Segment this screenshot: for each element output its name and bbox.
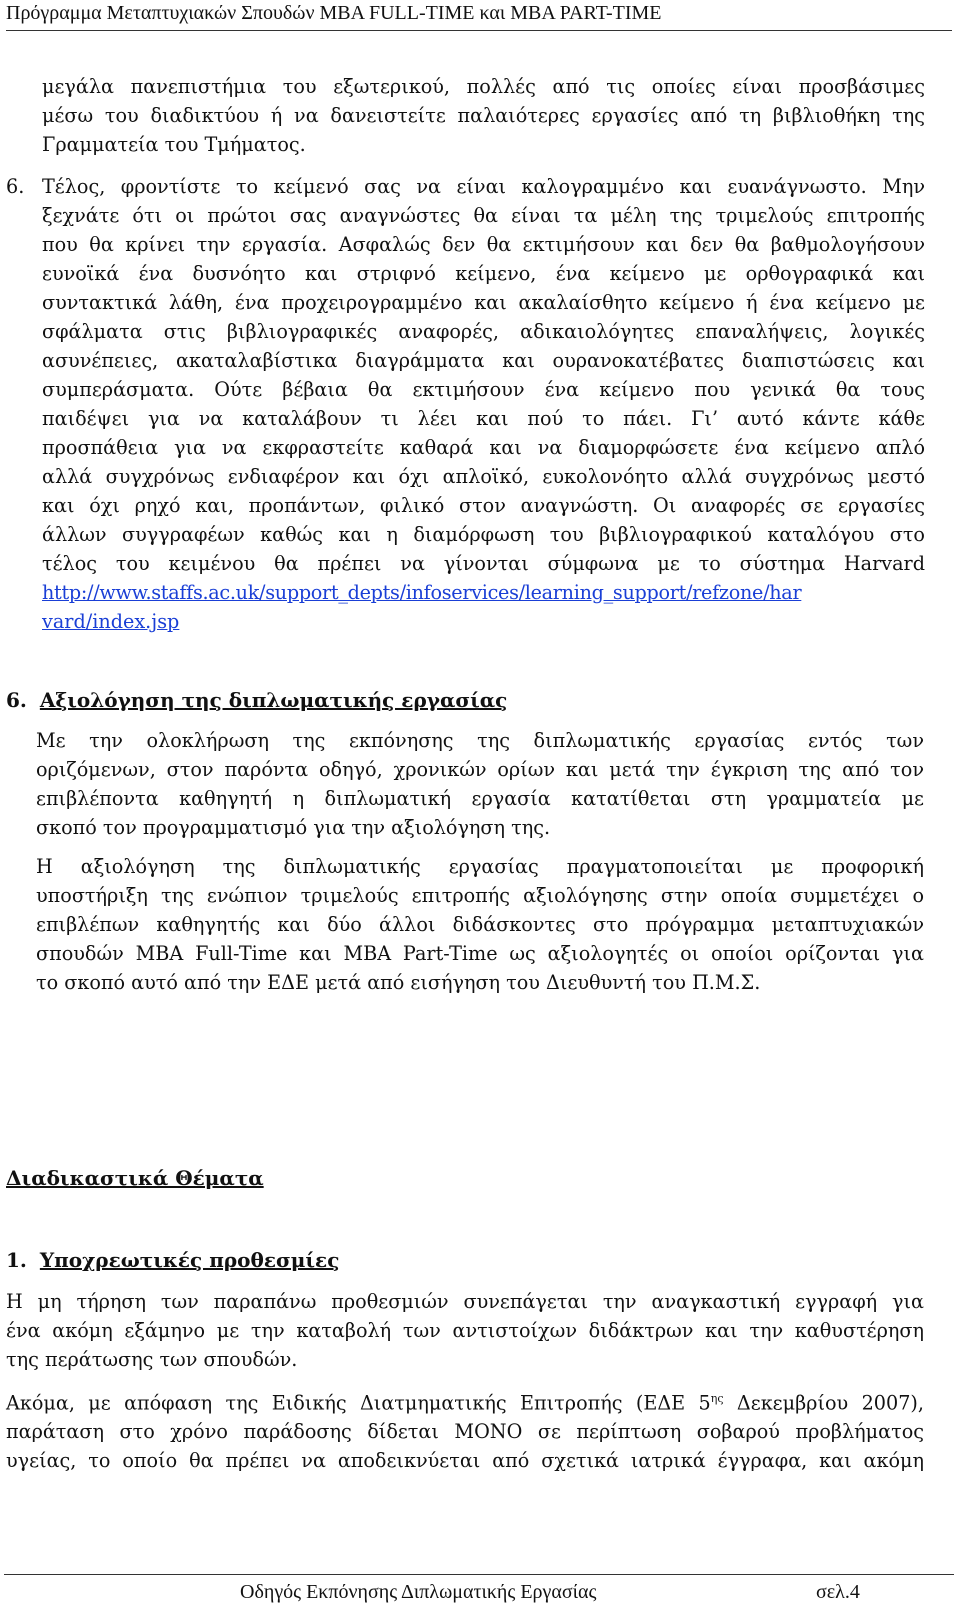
text-fragment: Δεκεμβρίου 2007), <box>723 1391 924 1415</box>
text-line <box>6 1384 924 1417</box>
text-line: μεγάλα πανεπιστήμια του εξωτερικού, πολλές από τις οποίες είναι προσβάσιμες <box>42 75 925 98</box>
header-title: Πρόγραμμα Μεταπτυχιακών Σπουδών MBA FULL-TIME και MBA PART-TIME <box>6 2 662 24</box>
procedural-item-1-title: Υποχρεωτικές προθεσμίες <box>39 1248 340 1272</box>
text-line: επιβλέποντα καθηγητή η διπλωματική εργασία κατατίθεται στη γραμματεία με <box>36 787 924 810</box>
text-line: μέσω του διαδικτύου ή να δανειστείτε παλαιότερες εργασίες από τη βιβλιοθήκη της <box>42 104 925 127</box>
text-line: συντακτικά λάθη, ένα προχειρογραμμένο και ακαλαίσθητο κείμενο ή ένα κείμενο με <box>42 291 925 314</box>
footer-title: Οδηγός Εκπόνησης Διπλωματικής Εργασίας <box>240 1581 597 1603</box>
text-line: παράταση στο χρόνο παράδοσης δίδεται ΜΟΝΟ σε περίπτωση σοβαρού προβλήματος <box>6 1420 924 1444</box>
section-6-heading <box>6 686 507 714</box>
harvard-reference-link[interactable]: http://www.staffs.ac.uk/support_depts/infoservices/learning_support/refzone/har <box>42 581 802 604</box>
text-line: υποστήριξη της ενώπιον τριμελούς επιτροπής αξιολόγησης στην οποία συμμετέχει ο <box>36 884 924 907</box>
text-line: Η μη τήρηση των παραπάνω προθεσμιών συνεπάγεται την αναγκαστική εγγραφή για <box>6 1290 924 1313</box>
procedural-item-1-number: 1. <box>6 1248 27 1272</box>
text-line: της περάτωσης των σπουδών. <box>6 1348 298 1371</box>
intro-paragraph <box>42 72 925 159</box>
procedural-item-1-heading <box>6 1246 339 1274</box>
text-line: επιβλέπων καθηγητής και δύο άλλοι διδάσκοντες στο πρόγραμμα μεταπτυχιακών <box>36 913 924 936</box>
item-6-number: 6. <box>6 175 25 198</box>
text-line: Η αξιολόγηση της διπλωματικής εργασίας πραγματοποιείται με προφορική <box>36 855 924 878</box>
text-line: οριζόμενων, στον παρόντα οδηγό, χρονικών ορίων και μετά την έγκριση της από τον <box>36 758 924 781</box>
procedural-title: Διαδικαστικά Θέματα <box>6 1166 264 1190</box>
text-line: ξεχνάτε ότι οι πρώτοι σας αναγνώστες θα είναι τα μέλη της τριμελούς επιτροπής <box>42 204 925 227</box>
text-line: αλλά συγχρόνως ενδιαφέρον και όχι απλοϊκό, ευκολονόητο αλλά συγχρόνως μεστό <box>42 465 925 488</box>
text-line: υγείας, το οποίο θα πρέπει να αποδεικνύεται από σχετικά ιατρικά έγγραφα, και ακόμη <box>6 1449 924 1473</box>
text-line: σκοπό τον προγραμματισμό για την αξιολόγηση της. <box>36 816 551 839</box>
text-line: σπουδών MBA Full-Time και MBA Part-Time ως αξιολογητές οι οποίοι ορίζονται για <box>36 942 924 965</box>
text-line: ασυνέπειες, ακαταλαβίστικα διαγράμματα και ουρανοκατέβατες διαπιστώσεις και <box>42 349 925 372</box>
page-number: σελ.4 <box>816 1581 860 1603</box>
text-line: προσπάθεια για να εκφραστείτε καθαρά και να διαμορφώσετε ένα κείμενο απλό <box>42 436 925 459</box>
procedural-paragraph-2 <box>6 1384 924 1475</box>
text-line: Με την ολοκλήρωση της εκπόνησης της διπλωματικής εργασίας εντός των <box>36 729 924 752</box>
text-line: και όχι ρηχό και, προπάντων, φιλικό στον αναγνώστη. Οι αναφορές σε εργασίες <box>42 494 925 517</box>
text-line: σφάλματα στις βιβλιογραφικές αναφορές, αδικαιολόγητες επαναλήψεις, λογικές <box>42 320 925 343</box>
section-6-number: 6. <box>6 688 27 712</box>
text-line: το σκοπό αυτό από την ΕΔΕ μετά από εισήγηση του Διευθυντή του Π.Μ.Σ. <box>36 971 761 994</box>
item-6-paragraph <box>42 172 925 636</box>
text-line: ένα ακόμη εξάμηνο με την καταβολή των αντιστοίχων διδάκτρων και την καθυστέρηση <box>6 1319 924 1342</box>
text-fragment: Ακόμα, με απόφαση της Ειδικής Διατμηματικής Επιτροπής (ΕΔΕ 5 <box>6 1391 711 1415</box>
harvard-reference-link-cont[interactable]: vard/index.jsp <box>42 610 180 633</box>
text-line: Τέλος, φροντίστε το κείμενό σας να είναι καλογραμμένο και ευανάγνωστο. Μην <box>42 175 925 198</box>
procedural-heading <box>6 1164 264 1192</box>
text-line: που θα κρίνει την εργασία. Ασφαλώς δεν θα εκτιμήσουν και δεν θα βαθμολογήσουν <box>42 233 925 256</box>
text-line: παιδέψει για να καταλάβουν τι λέει και πού το πάει. Γι’ αυτό κάντε κάθε <box>42 407 925 430</box>
text-line: άλλων συγγραφέων καθώς και η διαμόρφωση του βιβλιογραφικού καταλόγου στο <box>42 523 925 546</box>
text-line: Γραμματεία του Τμήματος. <box>42 133 306 156</box>
superscript: ης <box>710 1392 724 1405</box>
text-line: συμπεράσματα. Ούτε βέβαια θα εκτιμήσουν ένα κείμενο που γενικά θα τους <box>42 378 925 401</box>
section-6-paragraph-1 <box>36 726 924 842</box>
text-line: τέλος του κειμένου θα πρέπει να γίνονται σύμφωνα με το σύστημα Harvard <box>42 552 925 575</box>
page-footer <box>4 1574 954 1609</box>
procedural-paragraph-1 <box>6 1287 924 1374</box>
section-6-paragraph-2 <box>36 852 924 997</box>
page-header <box>6 0 952 31</box>
section-6-title: Αξιολόγηση της διπλωματικής εργασίας <box>39 688 508 712</box>
text-line: ευνοϊκά ένα δυσνόητο και στριφνό κείμενο, ένα κείμενο με ορθογραφικά και <box>42 262 925 285</box>
